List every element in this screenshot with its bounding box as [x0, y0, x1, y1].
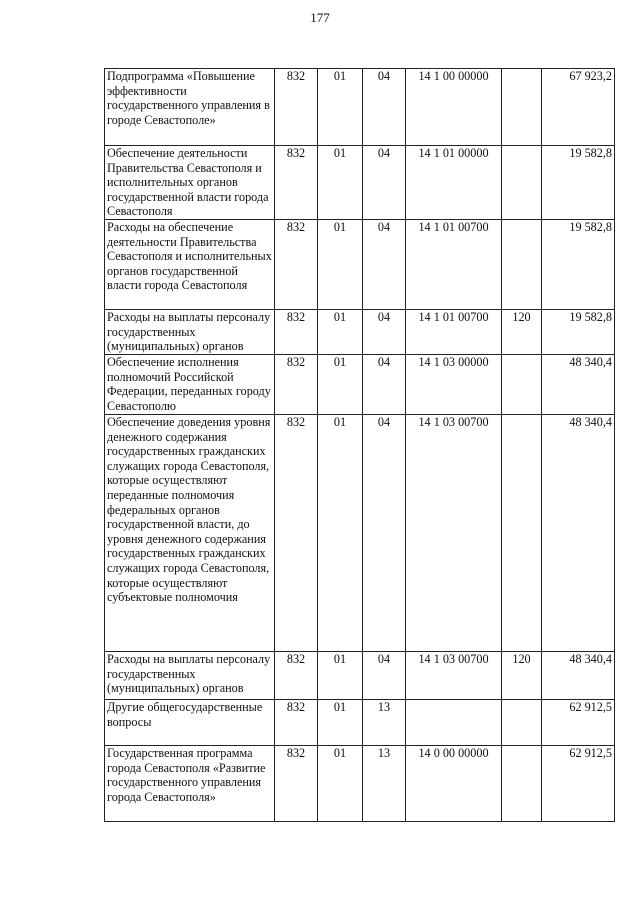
subsection-code: 04	[363, 69, 406, 146]
expense-type-code	[502, 146, 542, 220]
item-name: Обеспечение доведения уровня денежного содержания государственных гражданских служащих города Севастополя, которые осуществляют переданные полномочия федеральных органов государственной власти, до уровня денежного содержания государственных гражданских служащих города Севастополя, которые осуществляют субъектовые полномочия	[105, 414, 275, 651]
section-code: 01	[318, 309, 363, 354]
table-row	[105, 219, 615, 309]
target-article-code: 14 1 01 00700	[406, 219, 502, 309]
dept-code: 832	[275, 354, 318, 414]
target-article-code	[406, 699, 502, 745]
amount: 62 912,5	[542, 699, 615, 745]
section-code: 01	[318, 651, 363, 699]
dept-code: 832	[275, 699, 318, 745]
expense-type-code	[502, 354, 542, 414]
table-row	[105, 146, 615, 220]
amount: 19 582,8	[542, 309, 615, 354]
target-article-code: 14 1 03 00000	[406, 354, 502, 414]
dept-code: 832	[275, 146, 318, 220]
subsection-code: 04	[363, 146, 406, 220]
target-article-code: 14 1 00 00000	[406, 69, 502, 146]
item-name: Подпрограмма «Повышение эффективности государственного управления в городе Севастополе»	[105, 69, 275, 146]
expense-type-code: 120	[502, 651, 542, 699]
dept-code: 832	[275, 651, 318, 699]
item-name: Расходы на выплаты персоналу государственных (муниципальных) органов	[105, 309, 275, 354]
subsection-code: 04	[363, 651, 406, 699]
item-name: Обеспечение деятельности Правительства Севастополя и исполнительных органов государственной власти города Севастополя	[105, 146, 275, 220]
section-code: 01	[318, 414, 363, 651]
target-article-code: 14 0 00 00000	[406, 745, 502, 821]
dept-code: 832	[275, 69, 318, 146]
amount: 48 340,4	[542, 354, 615, 414]
subsection-code: 13	[363, 699, 406, 745]
expense-type-code: 120	[502, 309, 542, 354]
subsection-code: 04	[363, 309, 406, 354]
dept-code: 832	[275, 219, 318, 309]
item-name: Расходы на выплаты персоналу государственных (муниципальных) органов	[105, 651, 275, 699]
dept-code: 832	[275, 745, 318, 821]
table-row	[105, 699, 615, 745]
item-name: Расходы на обеспечение деятельности Правительства Севастополя и исполнительных органов государственной власти города Севастополя	[105, 219, 275, 309]
target-article-code: 14 1 01 00700	[406, 309, 502, 354]
subsection-code: 04	[363, 219, 406, 309]
expense-type-code	[502, 745, 542, 821]
amount: 19 582,8	[542, 146, 615, 220]
page-number: 177	[310, 10, 330, 25]
expense-type-code	[502, 699, 542, 745]
amount: 48 340,4	[542, 414, 615, 651]
expense-type-code	[502, 69, 542, 146]
amount: 62 912,5	[542, 745, 615, 821]
amount: 48 340,4	[542, 651, 615, 699]
item-name: Государственная программа города Севастополя «Развитие государственного управления города Севастополя»	[105, 745, 275, 821]
dept-code: 832	[275, 414, 318, 651]
section-code: 01	[318, 219, 363, 309]
budget-table	[104, 68, 615, 822]
amount: 19 582,8	[542, 219, 615, 309]
dept-code: 832	[275, 309, 318, 354]
section-code: 01	[318, 69, 363, 146]
amount: 67 923,2	[542, 69, 615, 146]
subsection-code: 04	[363, 354, 406, 414]
target-article-code: 14 1 03 00700	[406, 651, 502, 699]
item-name: Обеспечение исполнения полномочий Российской Федерации, переданных городу Севастополю	[105, 354, 275, 414]
table-row	[105, 745, 615, 821]
subsection-code: 04	[363, 414, 406, 651]
expense-type-code	[502, 414, 542, 651]
table-row	[105, 69, 615, 146]
section-code: 01	[318, 354, 363, 414]
table-row	[105, 354, 615, 414]
expense-type-code	[502, 219, 542, 309]
subsection-code: 13	[363, 745, 406, 821]
section-code: 01	[318, 146, 363, 220]
section-code: 01	[318, 745, 363, 821]
item-name: Другие общегосударственные вопросы	[105, 699, 275, 745]
table-row	[105, 651, 615, 699]
target-article-code: 14 1 03 00700	[406, 414, 502, 651]
table-row	[105, 309, 615, 354]
target-article-code: 14 1 01 00000	[406, 146, 502, 220]
table-row	[105, 414, 615, 651]
section-code: 01	[318, 699, 363, 745]
